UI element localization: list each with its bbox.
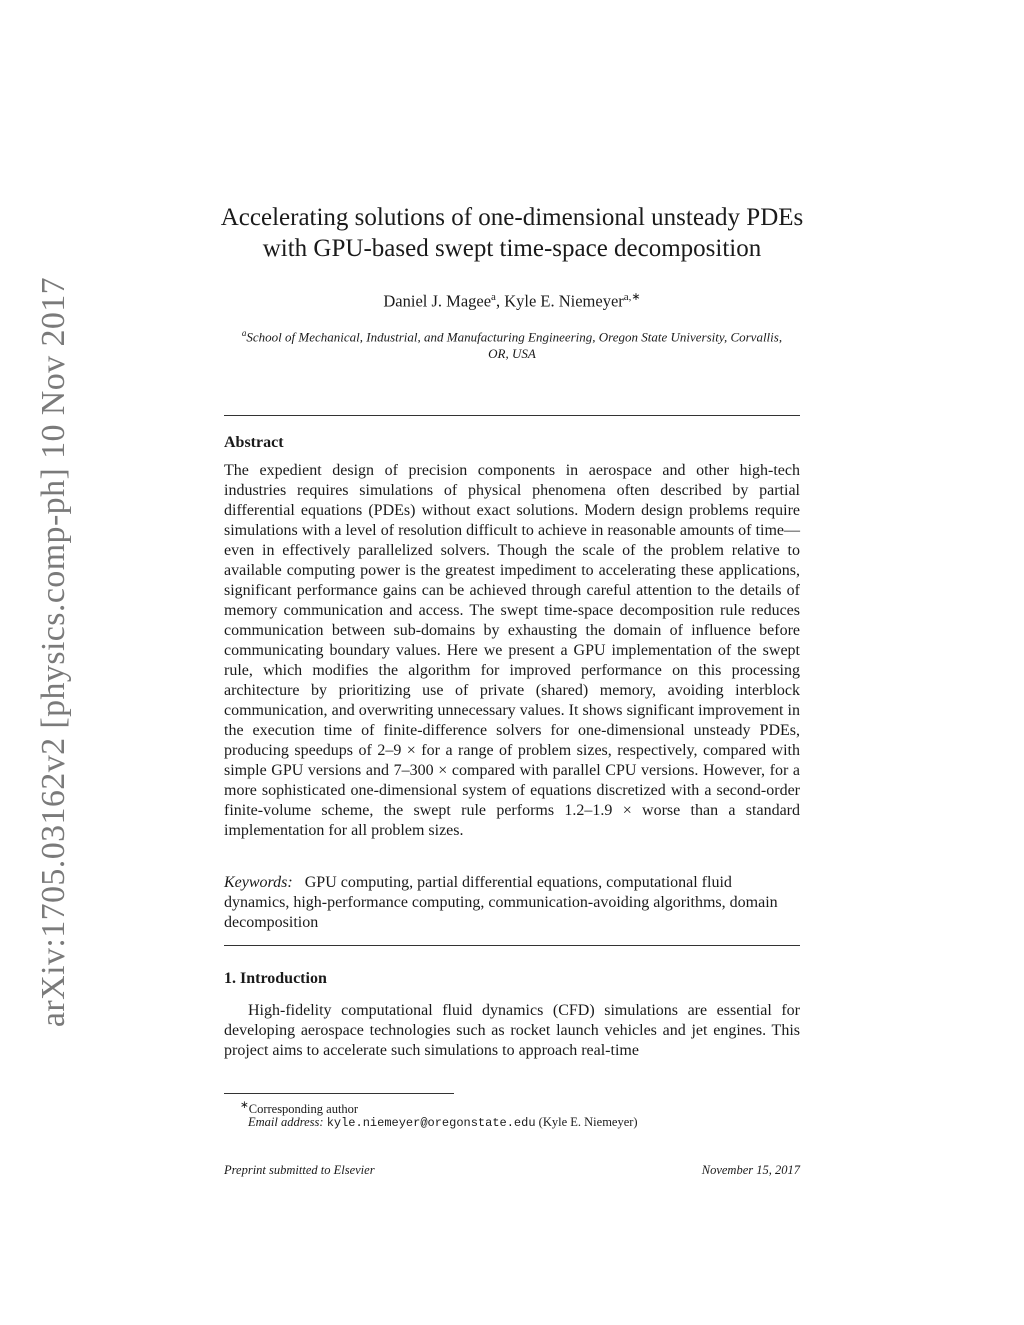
author-name: Daniel J. Magee (383, 291, 492, 311)
arxiv-identifier: arXiv:1705.03162v2 [physics.comp-ph] 10 Nov 2017 (35, 276, 72, 1028)
title-line-1: Accelerating solutions of one-dimensional unsteady PDEs (220, 204, 804, 231)
email-owner: (Kyle E. Niemeyer) (538, 1115, 638, 1129)
abstract-text: The expedient design of precision components in aerospace and other high-tech industries requires simulations of physical phenomena often described by partial differential equations (PDEs) without exact solutions. Modern design problems require simulations with a level of resolution difficult to achieve in reasonable amounts of time—even in effectively parallelized solvers. Though the scale of the problem relative to available computing power is the greatest impediment to accelerating these applications, significant performance gains can be achieved through careful attention to the details of memory communication and access. The swept time-space decomposition rule reduces communication between sub-domains by exhausting the domain of influence before communicating boundary values. Here we present a GPU implementation of the swept rule, which modifies the algorithm for improved performance on this processing architecture by prioritizing use of private (shared) memory, avoiding interblock communication, and overwriting unnecessary values. It shows significant improvement in the execution time of finite-difference solvers for one-dimensional unsteady PDEs, producing speedups of 2–9 × for a range of problem sizes, respectively, compared with simple GPU versions and 7–300 × compared with parallel CPU versions. However, for a more sophisticated one-dimensional system of equations discretized with a second-order finite-volume scheme, the swept rule performs 1.2–1.9 × worse than a standard implementation for all problem sizes. (224, 462, 800, 839)
author-name: Kyle E. Niemeyer (504, 291, 624, 311)
paper-title (200, 202, 824, 264)
affiliation-text: School of Mechanical, Industrial, and Manufacturing Engineering, Oregon State University, Corvallis, OR, USA (246, 329, 783, 362)
email-label: Email address: (248, 1115, 324, 1129)
title-line-2: with GPU-based swept time-space decomposition (262, 235, 762, 262)
abstract-heading: Abstract (224, 434, 284, 451)
affiliation-mark: a (241, 328, 247, 338)
footer-preprint-note: Preprint submitted to Elsevier (224, 1163, 375, 1177)
section-heading: 1. Introduction (224, 970, 327, 987)
author-list (200, 290, 824, 312)
footer-date: November 15, 2017 (701, 1163, 800, 1177)
footnote-email (224, 1114, 824, 1131)
footnote-rule (224, 1093, 454, 1094)
affiliation-mark: a,∗ (623, 291, 641, 303)
abstract-bottom-rule (224, 945, 800, 946)
affiliation-mark: a (491, 291, 496, 303)
keywords-text: GPU computing, partial differential equations, computational fluid dynamics, high-performance computing, communication-avoiding algorithms, domain decomposition (224, 874, 778, 931)
author-separator: , (495, 291, 505, 311)
introduction-text: High-fidelity computational fluid dynamics (CFD) simulations are essential for developing aerospace technologies such as rocket launch vehicles and jet engines. This project aims to accelerate such simulations to approach real-time (224, 1002, 800, 1059)
abstract-top-rule (224, 415, 800, 416)
footnote-corresponding-text: Corresponding author (248, 1102, 359, 1117)
keywords-label: Keywords: (224, 874, 293, 891)
keywords (224, 873, 800, 933)
email-address[interactable]: kyle.niemeyer@oregonstate.edu (326, 1116, 536, 1130)
affiliation (240, 325, 784, 362)
footnote-mark: ∗ (240, 1100, 249, 1111)
